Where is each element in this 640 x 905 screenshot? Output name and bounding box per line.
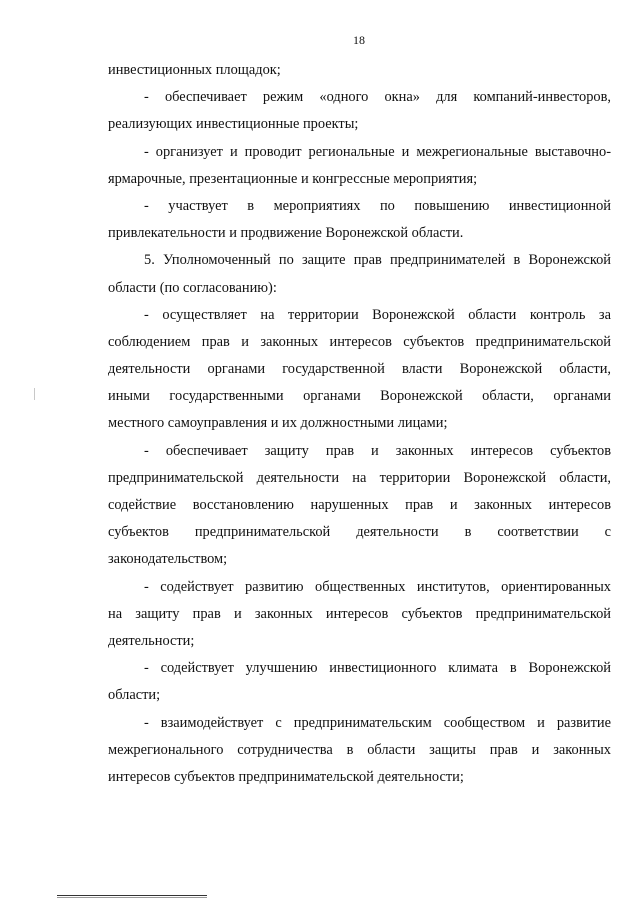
text-line: содействие восстановлению нарушенных прав и законных интересов <box>108 497 611 513</box>
list-item-line: - осуществляет на территории Воронежской области контроль за <box>144 306 611 323</box>
text-line: реализующих инвестиционные проекты; <box>108 116 359 133</box>
text-line: инвестиционных площадок; <box>108 62 281 78</box>
text-line: законодательством; <box>108 551 228 568</box>
text-line: интересов субъектов предпринимательской деятельности; <box>108 768 464 785</box>
footer-divider <box>57 895 207 896</box>
footer-divider-shadow <box>57 897 207 898</box>
list-item-line: - содействует развитию общественных институтов, ориентированных <box>144 578 611 595</box>
text-line: межрегионального сотрудничества в области защиты прав и законных <box>108 741 611 758</box>
text-line: иными государственными органами Воронежской области, органами <box>108 388 611 405</box>
text-line: области (по согласованию): <box>108 279 277 296</box>
list-item-line: - организует и проводит региональные и межрегиональные выставочно- <box>144 143 611 160</box>
text-line: субъектов предпринимательской деятельности в соответствии с <box>108 524 611 541</box>
text-line: привлекательности и продвижение Воронежской области. <box>108 225 464 242</box>
text-line: предпринимательской деятельности на территории Воронежской области, <box>108 469 611 486</box>
page-number: 18 <box>353 33 365 47</box>
text-line: области; <box>108 687 161 704</box>
text-line: деятельности органами государственной власти Воронежской области, <box>108 361 611 378</box>
section-heading-line: 5. Уполномоченный по защите прав предпринимателей в Воронежской <box>144 252 611 269</box>
margin-mark <box>34 388 35 400</box>
text-line: на защиту прав и законных интересов субъектов предпринимательской <box>108 605 611 622</box>
list-item-line: - содействует улучшению инвестиционного климата в Воронежской <box>144 660 611 677</box>
list-item-line: - участвует в мероприятиях по повышению инвестиционной <box>144 197 611 214</box>
text-line: ярмарочные, презентационные и конгрессные мероприятия; <box>108 170 478 187</box>
text-line: деятельности; <box>108 632 195 649</box>
list-item-line: - взаимодействует с предпринимательским сообществом и развитие <box>144 714 611 731</box>
list-item-line: - обеспечивает режим «одного окна» для компаний-инвесторов, <box>144 89 611 106</box>
text-line: местного самоуправления и их должностными лицами; <box>108 415 448 432</box>
list-item-line: - обеспечивает защиту прав и законных интересов субъектов <box>144 442 611 459</box>
document-body <box>108 57 611 791</box>
text-line: соблюдением прав и законных интересов субъектов предпринимательской <box>108 333 611 350</box>
